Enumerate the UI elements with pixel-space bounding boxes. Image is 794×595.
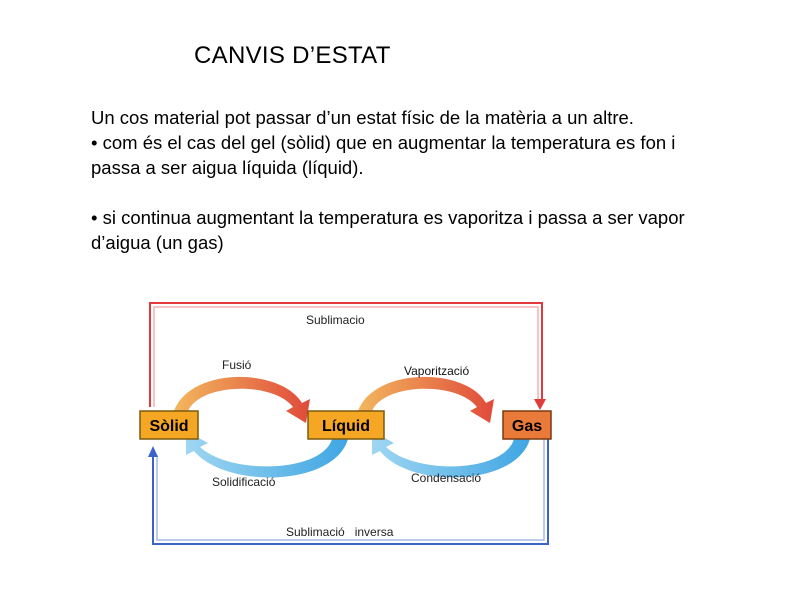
gas-label: Gas bbox=[511, 418, 543, 435]
inverse-sublimation-arrowhead bbox=[148, 446, 158, 457]
liquid-state-box bbox=[308, 411, 384, 439]
page-title: CANVIS D’ESTAT bbox=[194, 42, 391, 69]
condensation-label: Condensació bbox=[411, 471, 482, 485]
liquid-label: Líquid bbox=[322, 418, 370, 435]
solid-state-box bbox=[140, 411, 198, 439]
state-change-diagram bbox=[130, 295, 560, 555]
bullet-vaporization: • si continua augmentant la temperatura es vaporitza i passa a ser vapor d’aigua (un gas) bbox=[91, 207, 685, 253]
vaporization-label: Vaporització bbox=[404, 364, 470, 378]
sublimation-arrowhead bbox=[534, 399, 546, 410]
gas-state-box bbox=[503, 411, 551, 439]
sublimation-label: Sublimacio bbox=[306, 313, 365, 327]
bullet-melting: • com és el cas del gel (sòlid) que en augmentar la temperatura es fon i passa a ser aigua líquida (líquid). bbox=[91, 132, 676, 178]
body-text bbox=[91, 105, 691, 255]
solid-label: Sòlid bbox=[149, 418, 189, 435]
solidification-label: Solidificació bbox=[212, 475, 276, 489]
intro-paragraph: Un cos material pot passar d’un estat físic de la matèria a un altre. bbox=[91, 107, 634, 128]
fusion-label: Fusió bbox=[222, 358, 252, 372]
inverse-sublimation-label: Sublimació inversa bbox=[286, 525, 394, 539]
